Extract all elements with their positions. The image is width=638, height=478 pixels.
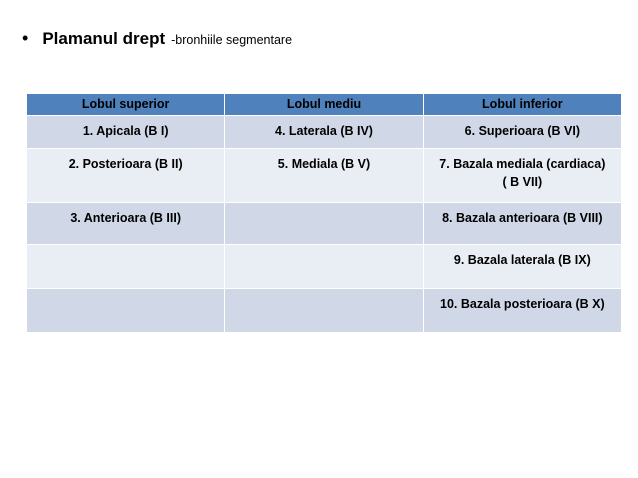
slide-title: Plamanul drept	[42, 29, 166, 48]
table-cell: 1. Apicala (B I)	[27, 116, 225, 149]
table-row	[27, 245, 622, 289]
table-cell: 5. Mediala (B V)	[225, 149, 423, 203]
table-cell: 8. Bazala anterioara (B VIII)	[423, 203, 621, 245]
slide-heading	[22, 28, 292, 49]
table-row	[27, 203, 622, 245]
header-lobul-inferior: Lobul inferior	[423, 94, 621, 116]
table-cell: 9. Bazala laterala (B IX)	[423, 245, 621, 289]
table-row	[27, 289, 622, 333]
table-cell	[225, 289, 423, 333]
table-row	[27, 149, 622, 203]
cell-line: ( B VII)	[502, 175, 543, 190]
table-cell	[27, 245, 225, 289]
table-cell	[225, 245, 423, 289]
table-header-row	[27, 94, 622, 116]
table-cell: 4. Laterala (B IV)	[225, 116, 423, 149]
bullet-icon: •	[22, 28, 29, 48]
table-cell	[27, 289, 225, 333]
table-cell	[225, 203, 423, 245]
table-cell	[423, 149, 621, 203]
table-cell: 3. Anterioara (B III)	[27, 203, 225, 245]
table-cell: 6. Superioara (B VI)	[423, 116, 621, 149]
cell-line: 7. Bazala mediala (cardiaca)	[439, 157, 606, 171]
table-cell: 10. Bazala posterioara (B X)	[423, 289, 621, 333]
bronchi-table	[26, 93, 622, 333]
table-row	[27, 116, 622, 149]
header-lobul-superior: Lobul superior	[27, 94, 225, 116]
slide-subtitle: -bronhiile segmentare	[171, 33, 293, 47]
header-lobul-mediu: Lobul mediu	[225, 94, 423, 116]
table-cell: 2. Posterioara (B II)	[27, 149, 225, 203]
